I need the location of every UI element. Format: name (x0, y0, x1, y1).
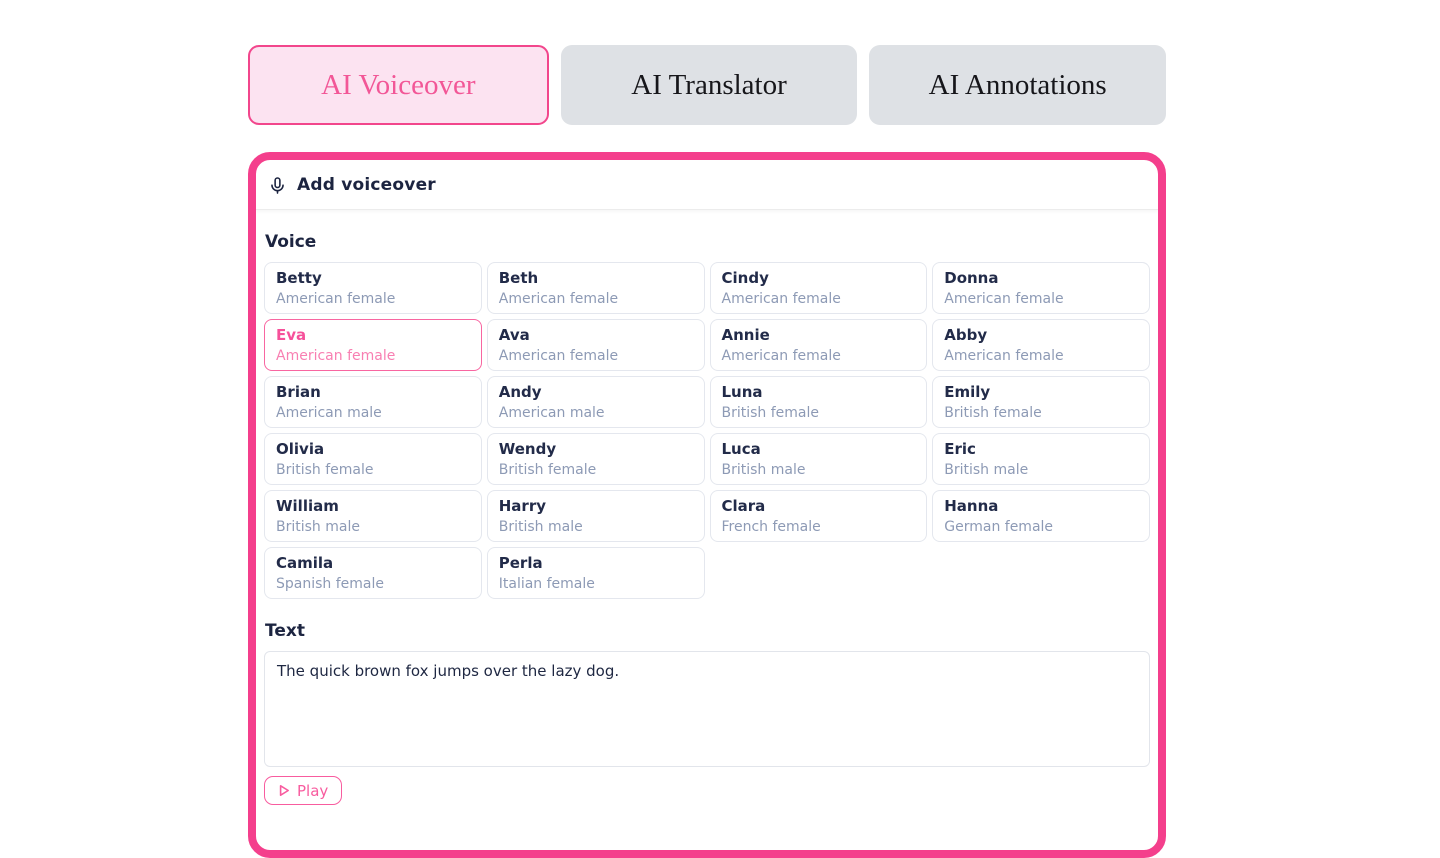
voice-card-william[interactable] (264, 490, 482, 542)
voice-description: American female (944, 348, 1064, 364)
voice-name: Harry (498, 497, 546, 515)
panel-header (256, 160, 1158, 210)
voice-description: British male (721, 462, 806, 478)
voice-card-perla[interactable] (487, 547, 705, 599)
voice-description: American female (498, 291, 619, 307)
voice-card-harry[interactable] (487, 490, 705, 542)
voice-card-andy[interactable] (487, 376, 705, 428)
voice-card-wendy[interactable] (487, 433, 705, 485)
voice-card-luna[interactable] (710, 376, 928, 428)
voice-card-camila[interactable] (264, 547, 482, 599)
voice-description: German female (944, 519, 1054, 535)
voice-name: Luna (721, 383, 763, 401)
voice-name: Wendy (498, 440, 557, 458)
voice-name: Betty (276, 269, 322, 287)
voice-name: Hanna (944, 497, 999, 515)
voice-description: American female (276, 291, 396, 307)
voice-description: American female (276, 348, 396, 364)
voiceover-app (248, 45, 1166, 858)
voice-description: American male (498, 405, 605, 421)
voiceover-text-input[interactable] (264, 651, 1150, 767)
voice-name: Brian (276, 383, 321, 401)
voice-description: American male (276, 405, 382, 421)
voice-card-annie[interactable] (710, 319, 928, 371)
voice-card-luca[interactable] (710, 433, 928, 485)
voice-description: American female (721, 348, 841, 364)
voice-description: British male (944, 462, 1029, 478)
tab-ai-translator[interactable]: AI Translator (561, 45, 858, 125)
voice-description: Italian female (498, 576, 595, 592)
voice-card-ava[interactable] (487, 319, 705, 371)
voice-description: British female (944, 405, 1042, 421)
voice-name: Donna (944, 269, 999, 287)
voice-name: Eva (276, 326, 307, 344)
voice-card-clara[interactable] (710, 490, 928, 542)
voice-name: Ava (498, 326, 530, 344)
panel-title: Add voiceover (297, 175, 436, 195)
voice-name: Eric (944, 440, 976, 458)
voice-description: American female (498, 348, 619, 364)
voice-card-brian[interactable] (264, 376, 482, 428)
voice-name: William (276, 497, 339, 515)
voice-name: Abby (944, 326, 988, 344)
voice-name: Annie (721, 326, 770, 344)
voice-card-donna[interactable] (932, 262, 1150, 314)
voice-card-eric[interactable] (932, 433, 1150, 485)
voice-section-label: Voice (265, 232, 317, 252)
tab-bar (248, 45, 1166, 125)
voice-name: Andy (498, 383, 542, 401)
voice-card-cindy[interactable] (710, 262, 928, 314)
voice-description: American female (944, 291, 1064, 307)
play-button-label: Play (297, 781, 329, 800)
voice-name: Camila (276, 554, 334, 572)
voice-name: Cindy (721, 269, 769, 287)
voice-card-olivia[interactable] (264, 433, 482, 485)
voice-description: British female (498, 462, 597, 478)
voice-name: Clara (721, 497, 766, 515)
voice-card-betty[interactable] (264, 262, 482, 314)
voice-card-emily[interactable] (932, 376, 1150, 428)
voice-card-hanna[interactable] (932, 490, 1150, 542)
voice-description: American female (721, 291, 841, 307)
voice-description: British female (721, 405, 820, 421)
voice-description: British male (276, 519, 360, 535)
voice-name: Beth (498, 269, 539, 287)
tab-ai-annotations[interactable]: AI Annotations (869, 45, 1166, 125)
voice-card-beth[interactable] (487, 262, 705, 314)
add-voiceover-panel (248, 152, 1166, 858)
play-icon (278, 784, 290, 797)
panel-body (256, 232, 1158, 825)
voice-description: Spanish female (276, 576, 384, 592)
voice-description: British male (498, 519, 583, 535)
tab-ai-voiceover[interactable]: AI Voiceover (248, 45, 549, 125)
voice-card-abby[interactable] (932, 319, 1150, 371)
microphone-icon (268, 176, 287, 195)
voice-name: Olivia (276, 440, 325, 458)
voice-card-eva[interactable] (264, 319, 482, 371)
voice-name: Luca (721, 440, 761, 458)
text-section-label: Text (265, 621, 305, 641)
voice-name: Perla (498, 554, 543, 572)
voice-description: French female (721, 519, 821, 535)
play-button[interactable] (264, 776, 342, 805)
voice-grid (264, 262, 1150, 599)
voice-name: Emily (944, 383, 991, 401)
voice-description: British female (276, 462, 374, 478)
